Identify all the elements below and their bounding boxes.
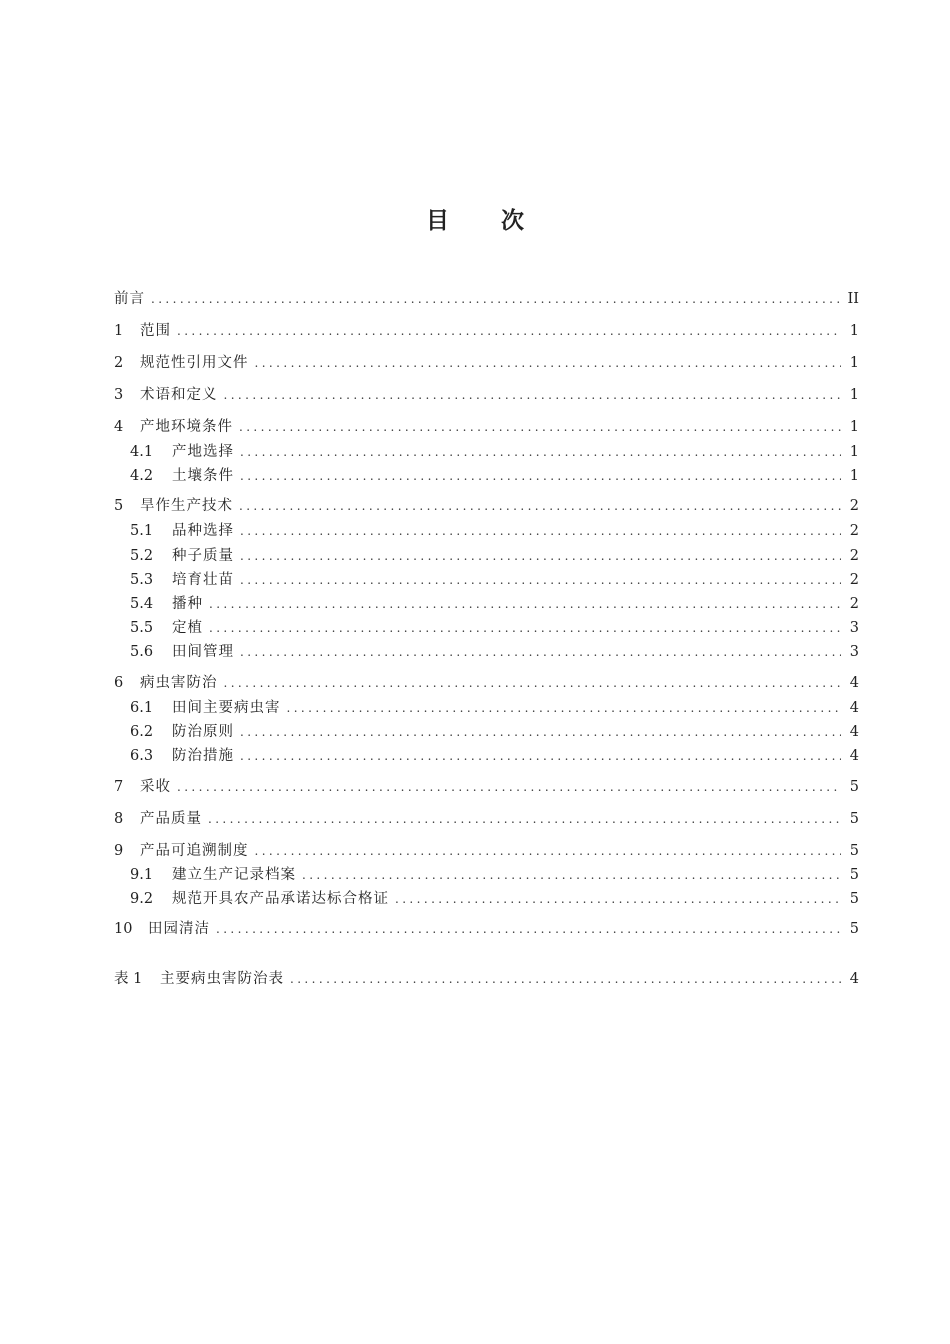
toc-entry-label: 田间管理	[172, 644, 234, 660]
toc-entry-label: 品种选择	[172, 523, 234, 539]
toc-entry-page: 4	[849, 724, 859, 740]
toc-entry-number: 6.1	[130, 700, 154, 716]
toc-leader-dots	[209, 593, 841, 615]
toc-title	[0, 202, 950, 235]
toc-entry-page: 3	[849, 620, 859, 636]
toc-entry-3[interactable]	[114, 384, 859, 406]
toc-entry-2[interactable]	[114, 352, 859, 374]
toc-entry-page: 4	[849, 700, 859, 716]
toc-entry-4-2[interactable]	[130, 465, 859, 487]
toc-entry-page: 5	[849, 811, 859, 827]
toc-leader-dots	[302, 864, 841, 886]
toc-entry-page: 1	[849, 323, 859, 339]
toc-entry-page: 5	[849, 843, 859, 859]
toc-entry-number: 5.2	[130, 548, 154, 564]
toc-entry-foreword[interactable]	[114, 288, 859, 310]
toc-entry-6-1[interactable]	[130, 697, 859, 719]
toc-entry-number: 6.3	[130, 748, 154, 764]
toc-entry-9-2[interactable]	[130, 888, 859, 910]
toc-entry-page: 1	[849, 387, 859, 403]
toc-entry-label: 术语和定义	[140, 387, 218, 403]
toc-entry-label: 土壤条件	[172, 468, 234, 484]
toc-entry-number: 7	[114, 779, 124, 795]
toc-leader-dots	[240, 545, 841, 567]
toc-entry-page: 2	[849, 548, 859, 564]
toc-entry-5-4[interactable]	[130, 593, 859, 615]
toc-entry-label: 播种	[172, 596, 203, 612]
toc-entry-page: 2	[849, 596, 859, 612]
toc-entry-10[interactable]	[114, 918, 859, 940]
toc-entry-number: 10	[114, 921, 133, 937]
toc-entry-number: 4.1	[130, 444, 154, 460]
toc-entry-number: 6.2	[130, 724, 154, 740]
toc-entry-label: 主要病虫害防治表	[160, 971, 284, 987]
toc-entry-page: 5	[849, 779, 859, 795]
toc-entry-page: 2	[849, 523, 859, 539]
toc-leader-dots	[239, 416, 841, 438]
toc-entry-number: 3	[114, 387, 124, 403]
toc-leader-dots	[255, 840, 842, 862]
toc-entry-page: 1	[849, 444, 859, 460]
toc-entry-5-5[interactable]	[130, 617, 859, 639]
toc-entry-page: 5	[849, 891, 859, 907]
toc-entry-page: 1	[849, 419, 859, 435]
toc-leader-dots	[216, 918, 841, 940]
toc-leader-dots	[240, 441, 841, 463]
toc-entry-page: 4	[849, 675, 859, 691]
toc-entry-6-2[interactable]	[130, 721, 859, 743]
toc-entry-label: 旱作生产技术	[140, 498, 233, 514]
toc-entry-label: 产品质量	[140, 811, 202, 827]
toc-entry-number: 2	[114, 355, 124, 371]
toc-entry-label: 建立生产记录档案	[172, 867, 296, 883]
toc-entry-table-1[interactable]	[114, 968, 859, 990]
toc-entry-5-1[interactable]	[130, 520, 859, 542]
toc-entry-page: II	[847, 291, 859, 307]
toc-entry-label: 产品可追溯制度	[140, 843, 249, 859]
toc-leader-dots	[240, 569, 841, 591]
toc-leader-dots	[240, 721, 841, 743]
toc-entry-8[interactable]	[114, 808, 859, 830]
toc-entry-label: 前言	[114, 291, 145, 307]
toc-leader-dots	[208, 808, 841, 830]
toc-leader-dots	[255, 352, 842, 374]
toc-entry-page: 4	[849, 971, 859, 987]
toc-leader-dots	[395, 888, 841, 910]
toc-entry-label: 防治原则	[172, 724, 234, 740]
toc-entry-label: 产地选择	[172, 444, 234, 460]
toc-entry-number: 5.5	[130, 620, 154, 636]
toc-entry-number: 6	[114, 675, 124, 691]
toc-entry-1[interactable]	[114, 320, 859, 342]
toc-entry-number: 1	[114, 323, 124, 339]
toc-leader-dots	[240, 745, 841, 767]
toc-entry-6[interactable]	[114, 672, 859, 694]
toc-leader-dots	[177, 776, 841, 798]
toc-entry-5-2[interactable]	[130, 545, 859, 567]
toc-entry-label: 产地环境条件	[140, 419, 233, 435]
toc-leader-dots	[151, 288, 841, 310]
toc-entry-number: 5.1	[130, 523, 154, 539]
toc-entry-page: 4	[849, 748, 859, 764]
toc-entry-5[interactable]	[114, 495, 859, 517]
toc-entry-page: 2	[849, 572, 859, 588]
toc-entry-9[interactable]	[114, 840, 859, 862]
toc-entry-number: 9	[114, 843, 124, 859]
toc-entry-label: 范围	[140, 323, 171, 339]
toc-entry-4[interactable]	[114, 416, 859, 438]
toc-entry-number: 表 1	[114, 971, 143, 987]
toc-leader-dots	[287, 697, 842, 719]
toc-leader-dots	[224, 384, 842, 406]
toc-leader-dots	[239, 495, 841, 517]
toc-entry-label: 定植	[172, 620, 203, 636]
toc-entry-label: 培育壮苗	[172, 572, 234, 588]
toc-leader-dots	[240, 520, 841, 542]
toc-entry-number: 5.3	[130, 572, 154, 588]
toc-entry-label: 种子质量	[172, 548, 234, 564]
toc-entry-label: 规范开具农产品承诺达标合格证	[172, 891, 389, 907]
toc-leader-dots	[177, 320, 841, 342]
toc-entry-6-3[interactable]	[130, 745, 859, 767]
toc-entry-number: 5	[114, 498, 124, 514]
toc-entry-number: 4	[114, 419, 124, 435]
toc-entry-4-1[interactable]	[130, 441, 859, 463]
toc-entry-number: 8	[114, 811, 124, 827]
toc-entry-number: 9.1	[130, 867, 154, 883]
toc-entry-number: 9.2	[130, 891, 154, 907]
toc-leader-dots	[209, 617, 841, 639]
toc-entry-9-1[interactable]	[130, 864, 859, 886]
toc-entry-label: 田间主要病虫害	[172, 700, 281, 716]
toc-entry-number: 4.2	[130, 468, 154, 484]
toc-entry-page: 1	[849, 468, 859, 484]
toc-entry-label: 规范性引用文件	[140, 355, 249, 371]
toc-entry-label: 防治措施	[172, 748, 234, 764]
toc-entry-number: 5.6	[130, 644, 154, 660]
toc-leader-dots	[240, 641, 841, 663]
toc-entry-page: 5	[849, 867, 859, 883]
toc-entry-5-3[interactable]	[130, 569, 859, 591]
toc-entry-page: 2	[849, 498, 859, 514]
toc-leader-dots	[224, 672, 842, 694]
toc-entry-7[interactable]	[114, 776, 859, 798]
toc-entry-number: 5.4	[130, 596, 154, 612]
toc-entry-page: 5	[849, 921, 859, 937]
toc-entry-5-6[interactable]	[130, 641, 859, 663]
toc-title-part2: 次	[501, 207, 524, 234]
toc-entry-label: 田园清洁	[148, 921, 210, 937]
toc-entry-label: 病虫害防治	[140, 675, 218, 691]
toc-leader-dots	[290, 968, 841, 990]
toc-leader-dots	[240, 465, 841, 487]
toc-entry-page: 3	[849, 644, 859, 660]
toc-entry-label: 采收	[140, 779, 171, 795]
toc-title-part1: 目	[426, 207, 449, 234]
toc-entry-page: 1	[849, 355, 859, 371]
